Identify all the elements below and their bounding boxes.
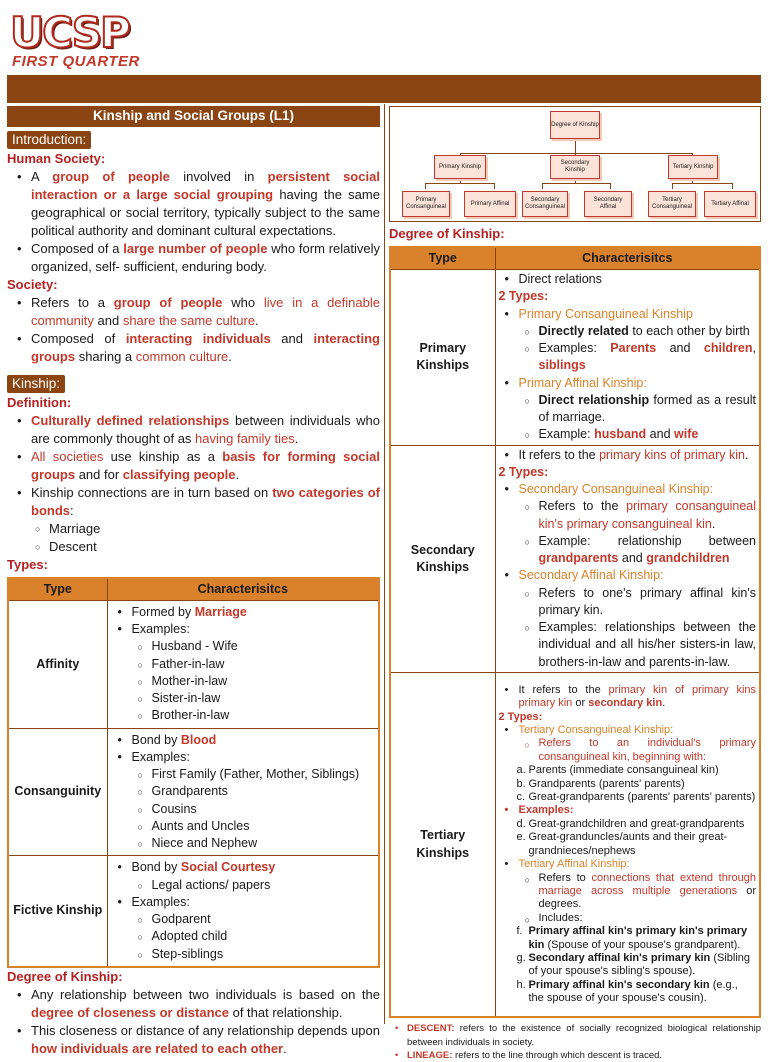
degree-heading: Degree of Kinship: [7, 968, 123, 984]
degree-list [7, 986, 380, 1058]
table-header: Type [390, 247, 495, 270]
kinship-degree-diagram [389, 106, 761, 222]
list-item: • Any relationship between two individuals is based on the degree of closeness or distance of that relationship. [7, 986, 380, 1022]
types-heading: Types: [7, 556, 48, 572]
type-chars: • It refers to the primary kin of primary kins primary kin or secondary kin. 2 Types: • Tertiary Consanguineal Kinship: ○ Refers to an individual's primary consanguineal kin, beginning with: a. Parents (immediate consanguineal kin) b. Grandparents (parents' parents) c. Great-grandparents (parents' parents' parents) • Examples: d. Great-grandchildren and great-grandparents e. Great-granduncles/aunts and their great-grandnieces/nephews • Tertiary Affinal Kinship: ○ Refers to connections that extend through marriage across multiple generations or degrees. ○ Includes: f. Primary affinal kin's primary kin's primary kin (Spouse of your spouse's grandparent). g. Secondary affinal kin's primary kin (Sibling of your spouse's sibling's spouse). h. Primary affinal kin's secondary kin (e.g., the spouse of your spouse's cousin). [495, 672, 760, 1017]
left-column [7, 106, 380, 1057]
list-item: • Composed of a large number of people who form relatively organized, self- sufficient, enduring body. [7, 240, 380, 276]
society-list [7, 294, 380, 366]
ucsp-logo: UCSP [10, 8, 129, 57]
type-chars: • Direct relations 2 Types: • Primary Consanguineal Kinship ○ Directly related to each other by birth ○ Examples: Parents and children, siblings • Primary Affinal Kinship: ○ Direct relationship formed as a result of marriage. ○ Example: husband and wife [495, 270, 760, 446]
introduction-tag: Introduction: [7, 131, 91, 150]
type-chars: • Formed by Marriage • Examples: ○ Husband - Wife ○ Father-in-law ○ Mother-in-law ○ Sister-in-law ○ Brother-in-law [107, 600, 379, 728]
definition-heading: Definition: [7, 395, 72, 411]
society-heading: Society: [7, 276, 58, 292]
chart-node: Secondary Affinal [584, 191, 632, 217]
chart-node: Degree of Kinship [550, 111, 600, 139]
section-title: Kinship and Social Groups (L1) [7, 106, 380, 127]
lineage-note: • LINEAGE: refers to the line through which descent is traced. [389, 1049, 761, 1062]
kinship-tag: Kinship: [7, 375, 65, 394]
footnotes [389, 1022, 761, 1061]
chart-node: Primary Kinship [434, 155, 486, 179]
type-chars: • Bond by Blood • Examples: ○ First Family (Father, Mother, Siblings) ○ Grandparents ○ Cousins ○ Aunts and Uncles ○ Niece and Nephew [107, 728, 379, 856]
definition-list [7, 412, 380, 556]
table-row [8, 728, 379, 856]
chart-node: Tertiary Kinship [668, 155, 718, 179]
type-name: Affinity [8, 600, 107, 728]
list-item: • This closeness or distance of any relationship depends upon how individuals are related to each other. [7, 1022, 380, 1058]
table-header: Type [8, 578, 107, 601]
type-name: Secondary Kinships [390, 445, 495, 672]
chart-node: Tertiary Consanguineal [648, 191, 696, 217]
table-header: Characterisitcs [495, 247, 760, 270]
header-banner [7, 75, 761, 103]
human-society-heading: Human Society: [7, 151, 106, 167]
table-row [8, 856, 379, 967]
type-name: Primary Kinships [390, 270, 495, 446]
type-name: Fictive Kinship [8, 856, 107, 967]
list-item: • Culturally defined relationships between individuals who are commonly thought of as having family ties. [7, 412, 380, 448]
table-row [390, 270, 760, 446]
human-society-list [7, 168, 380, 276]
chart-node: Secondary Kinship [550, 155, 600, 179]
degree-table [389, 246, 761, 1019]
types-table [7, 577, 380, 968]
type-chars: • It refers to the primary kins of primary kin. 2 Types: • Secondary Consanguineal Kinship: ○ Refers to the primary consanguineal kin's primary consanguineal kin. ○ Example: relationship between grandparents and grandchildren • Secondary Affinal Kinship: ○ Refers to one's primary affinal kin's primary kin. ○ Examples: relationships between the individual and all his/her sisters-in law, brothers-in-law and parents-in-law. [495, 445, 760, 672]
table-row [390, 445, 760, 672]
chart-node: Tertiary Affinal [704, 191, 756, 217]
type-name: Tertiary Kinships [390, 672, 495, 1017]
descent-note: • DESCENT: refers to the existence of socially recognized biological relationship between individuals in society. [389, 1022, 761, 1048]
list-item: ○ Marriage [31, 520, 380, 538]
bonds-list [31, 520, 380, 556]
list-item: • Composed of interacting individuals and interacting groups sharing a common culture. [7, 330, 380, 366]
list-item: • All societies use kinship as a basis for forming social groups and for classifying people. [7, 448, 380, 484]
list-item: • Kinship connections are in turn based on two categories of bonds: ○ Marriage ○ Descent [7, 484, 380, 556]
type-chars: • Bond by Social Courtesy ○ Legal actions/ papers • Examples: ○ Godparent ○ Adopted child ○ Step-siblings [107, 856, 379, 967]
table-header: Characterisitcs [107, 578, 379, 601]
list-item: • Refers to a group of people who live in a definable community and share the same culture. [7, 294, 380, 330]
chart-node: Primary Consanguineal [402, 191, 450, 217]
table-row [8, 600, 379, 728]
right-column [389, 106, 761, 1062]
table-row [390, 672, 760, 1017]
chart-node: Secondary Consanguineal [522, 191, 568, 217]
type-name: Consanguinity [8, 728, 107, 856]
list-item: ○ Descent [31, 538, 380, 556]
quarter-label: FIRST QUARTER [12, 53, 140, 70]
chart-node: Primary Affinal [464, 191, 516, 217]
list-item: • A group of people involved in persistent social interaction or a large social grouping having the same geographical or social territory, typically subject to the same political authority and dominant cultural expectations. [7, 168, 380, 240]
column-divider [384, 104, 385, 1024]
degree-heading: Degree of Kinship: [389, 226, 505, 241]
